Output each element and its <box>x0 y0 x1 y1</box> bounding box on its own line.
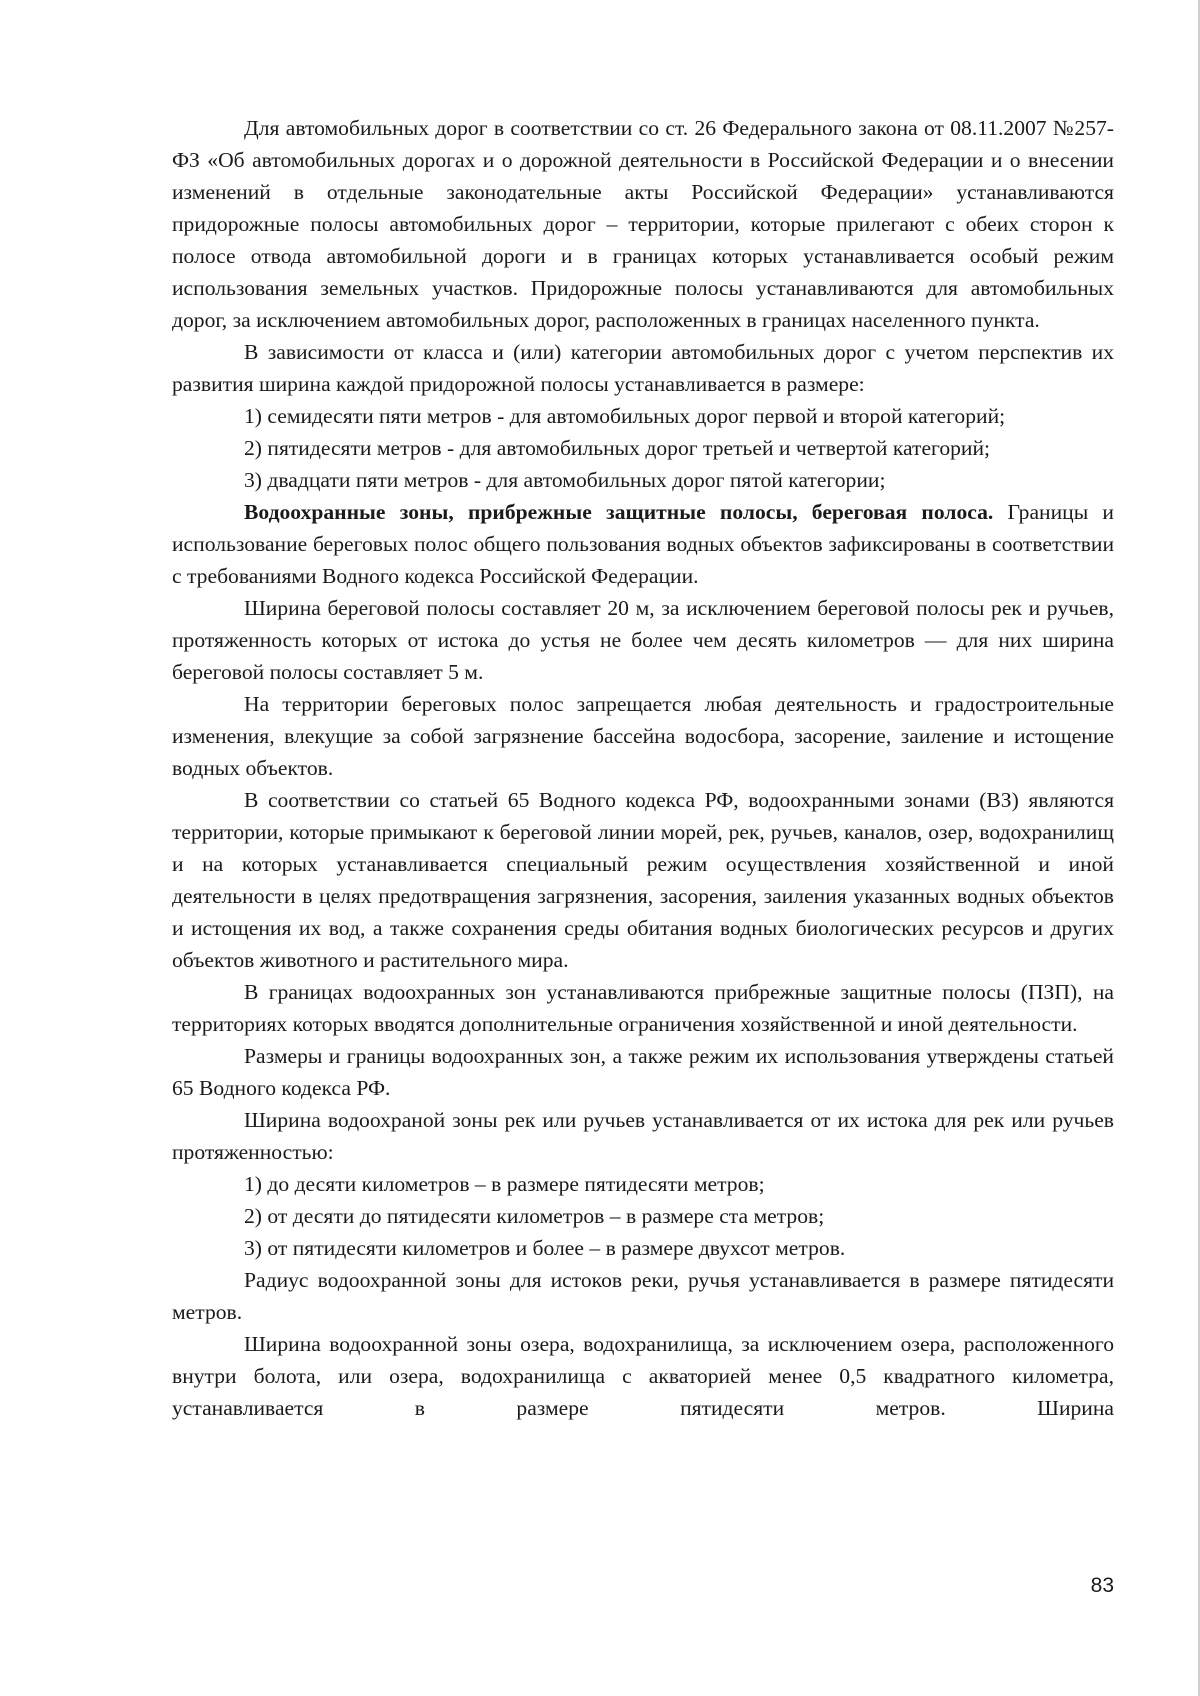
list-item-road-cat-5: 3) двадцати пяти метров - для автомобильных дорог пятой категории; <box>244 468 886 492</box>
paragraph-water-protection-zones: В соответствии со статьей 65 Водного кодекса РФ, водоохранными зонами (ВЗ) являются территории, которые примыкают к береговой линии морей, рек, ручьев, каналов, озер, водохранилищ и на которых устанавливается специальный режим осуществления хозяйственной и иной деятельности в целях предотвращения загрязнения, засорения, заиления указанных водных объектов и истощения их вод, а также сохранения среды обитания водных биологических ресурсов и других объектов животного и растительного мира. <box>172 788 1114 972</box>
list-item-river-over-50km: 3) от пятидесяти километров и более – в размере двухсот метров. <box>244 1236 846 1260</box>
paragraph-river-zone-width-intro: Ширина водоохраной зоны рек или ручьев устанавливается от их истока для рек или ручьев протяженностью: <box>172 1108 1114 1164</box>
list-item-road-cat-3-4: 2) пятидесяти метров - для автомобильных дорог третьей и четвертой категорий; <box>244 436 991 460</box>
paragraph-water-zones <box>172 496 1114 592</box>
paragraph-protective-strips: В границах водоохранных зон устанавливаются прибрежные защитные полосы (ПЗП), на территориях которых вводятся дополнительные ограничения хозяйственной и иной деятельности. <box>172 980 1114 1036</box>
list-item-road-cat-1-2: 1) семидесяти пяти метров - для автомобильных дорог первой и второй категорий; <box>244 404 1006 428</box>
list-item-river-10-to-50km: 2) от десяти до пятидесяти километров – в размере ста метров; <box>244 1204 825 1228</box>
paragraph-zone-sizes: Размеры и границы водоохранных зон, а также режим их использования утверждены статьей 65 Водного кодекса РФ. <box>172 1044 1114 1100</box>
section-heading-water-zones: Водоохранные зоны, прибрежные защитные полосы, береговая полоса. <box>244 500 994 524</box>
paragraph-lake-zone-width: Ширина водоохранной зоны озера, водохранилища, за исключением озера, расположенного внутри болота, или озера, водохранилища с акваторией менее 0,5 квадратного километра, устанавливается в размере пятидесяти метров. Ширина <box>172 1332 1114 1420</box>
paragraph-source-radius: Радиус водоохранной зоны для истоков реки, ручья устанавливается в размере пятидесяти метров. <box>172 1268 1114 1324</box>
paragraph-roadside-strips: Для автомобильных дорог в соответствии со ст. 26 Федерального закона от 08.11.2007 №257-ФЗ «Об автомобильных дорогах и о дорожной деятельности в Российской Федерации и о внесении изменений в отдельные законодательные акты Российской Федерации» устанавливаются придорожные полосы автомобильных дорог – территории, которые прилегают с обеих сторон к полосе отвода автомобильной дороги и в границах которых устанавливается особый режим использования земельных участков. Придорожные полосы устанавливаются для автомобильных дорог, за исключением автомобильных дорог, расположенных в границах населенного пункта. <box>172 116 1114 332</box>
paragraph-shore-restrictions: На территории береговых полос запрещается любая деятельность и градостроительные изменения, влекущие за собой загрязнение бассейна водосбора, засорение, заиление и истощение водных объектов. <box>172 692 1114 780</box>
paragraph-shore-strip-width: Ширина береговой полосы составляет 20 м, за исключением береговой полосы рек и ручьев, протяженность которых от истока до устья не более чем десять километров — для них ширина береговой полосы составляет 5 м. <box>172 596 1114 684</box>
page-number: 83 <box>1090 1574 1114 1597</box>
list-item-river-up-to-10km: 1) до десяти километров – в размере пятидесяти метров; <box>244 1172 765 1196</box>
paragraph-strip-width-intro: В зависимости от класса и (или) категории автомобильных дорог с учетом перспектив их развития ширина каждой придорожной полосы устанавливается в размере: <box>172 340 1114 396</box>
document-body <box>172 112 1114 1424</box>
section-heading-continuation: Границы и использование береговых полос общего пользования водных объектов зафиксированы в соответствии с требованиями Водного кодекса Российской Федерации. <box>172 500 1114 588</box>
